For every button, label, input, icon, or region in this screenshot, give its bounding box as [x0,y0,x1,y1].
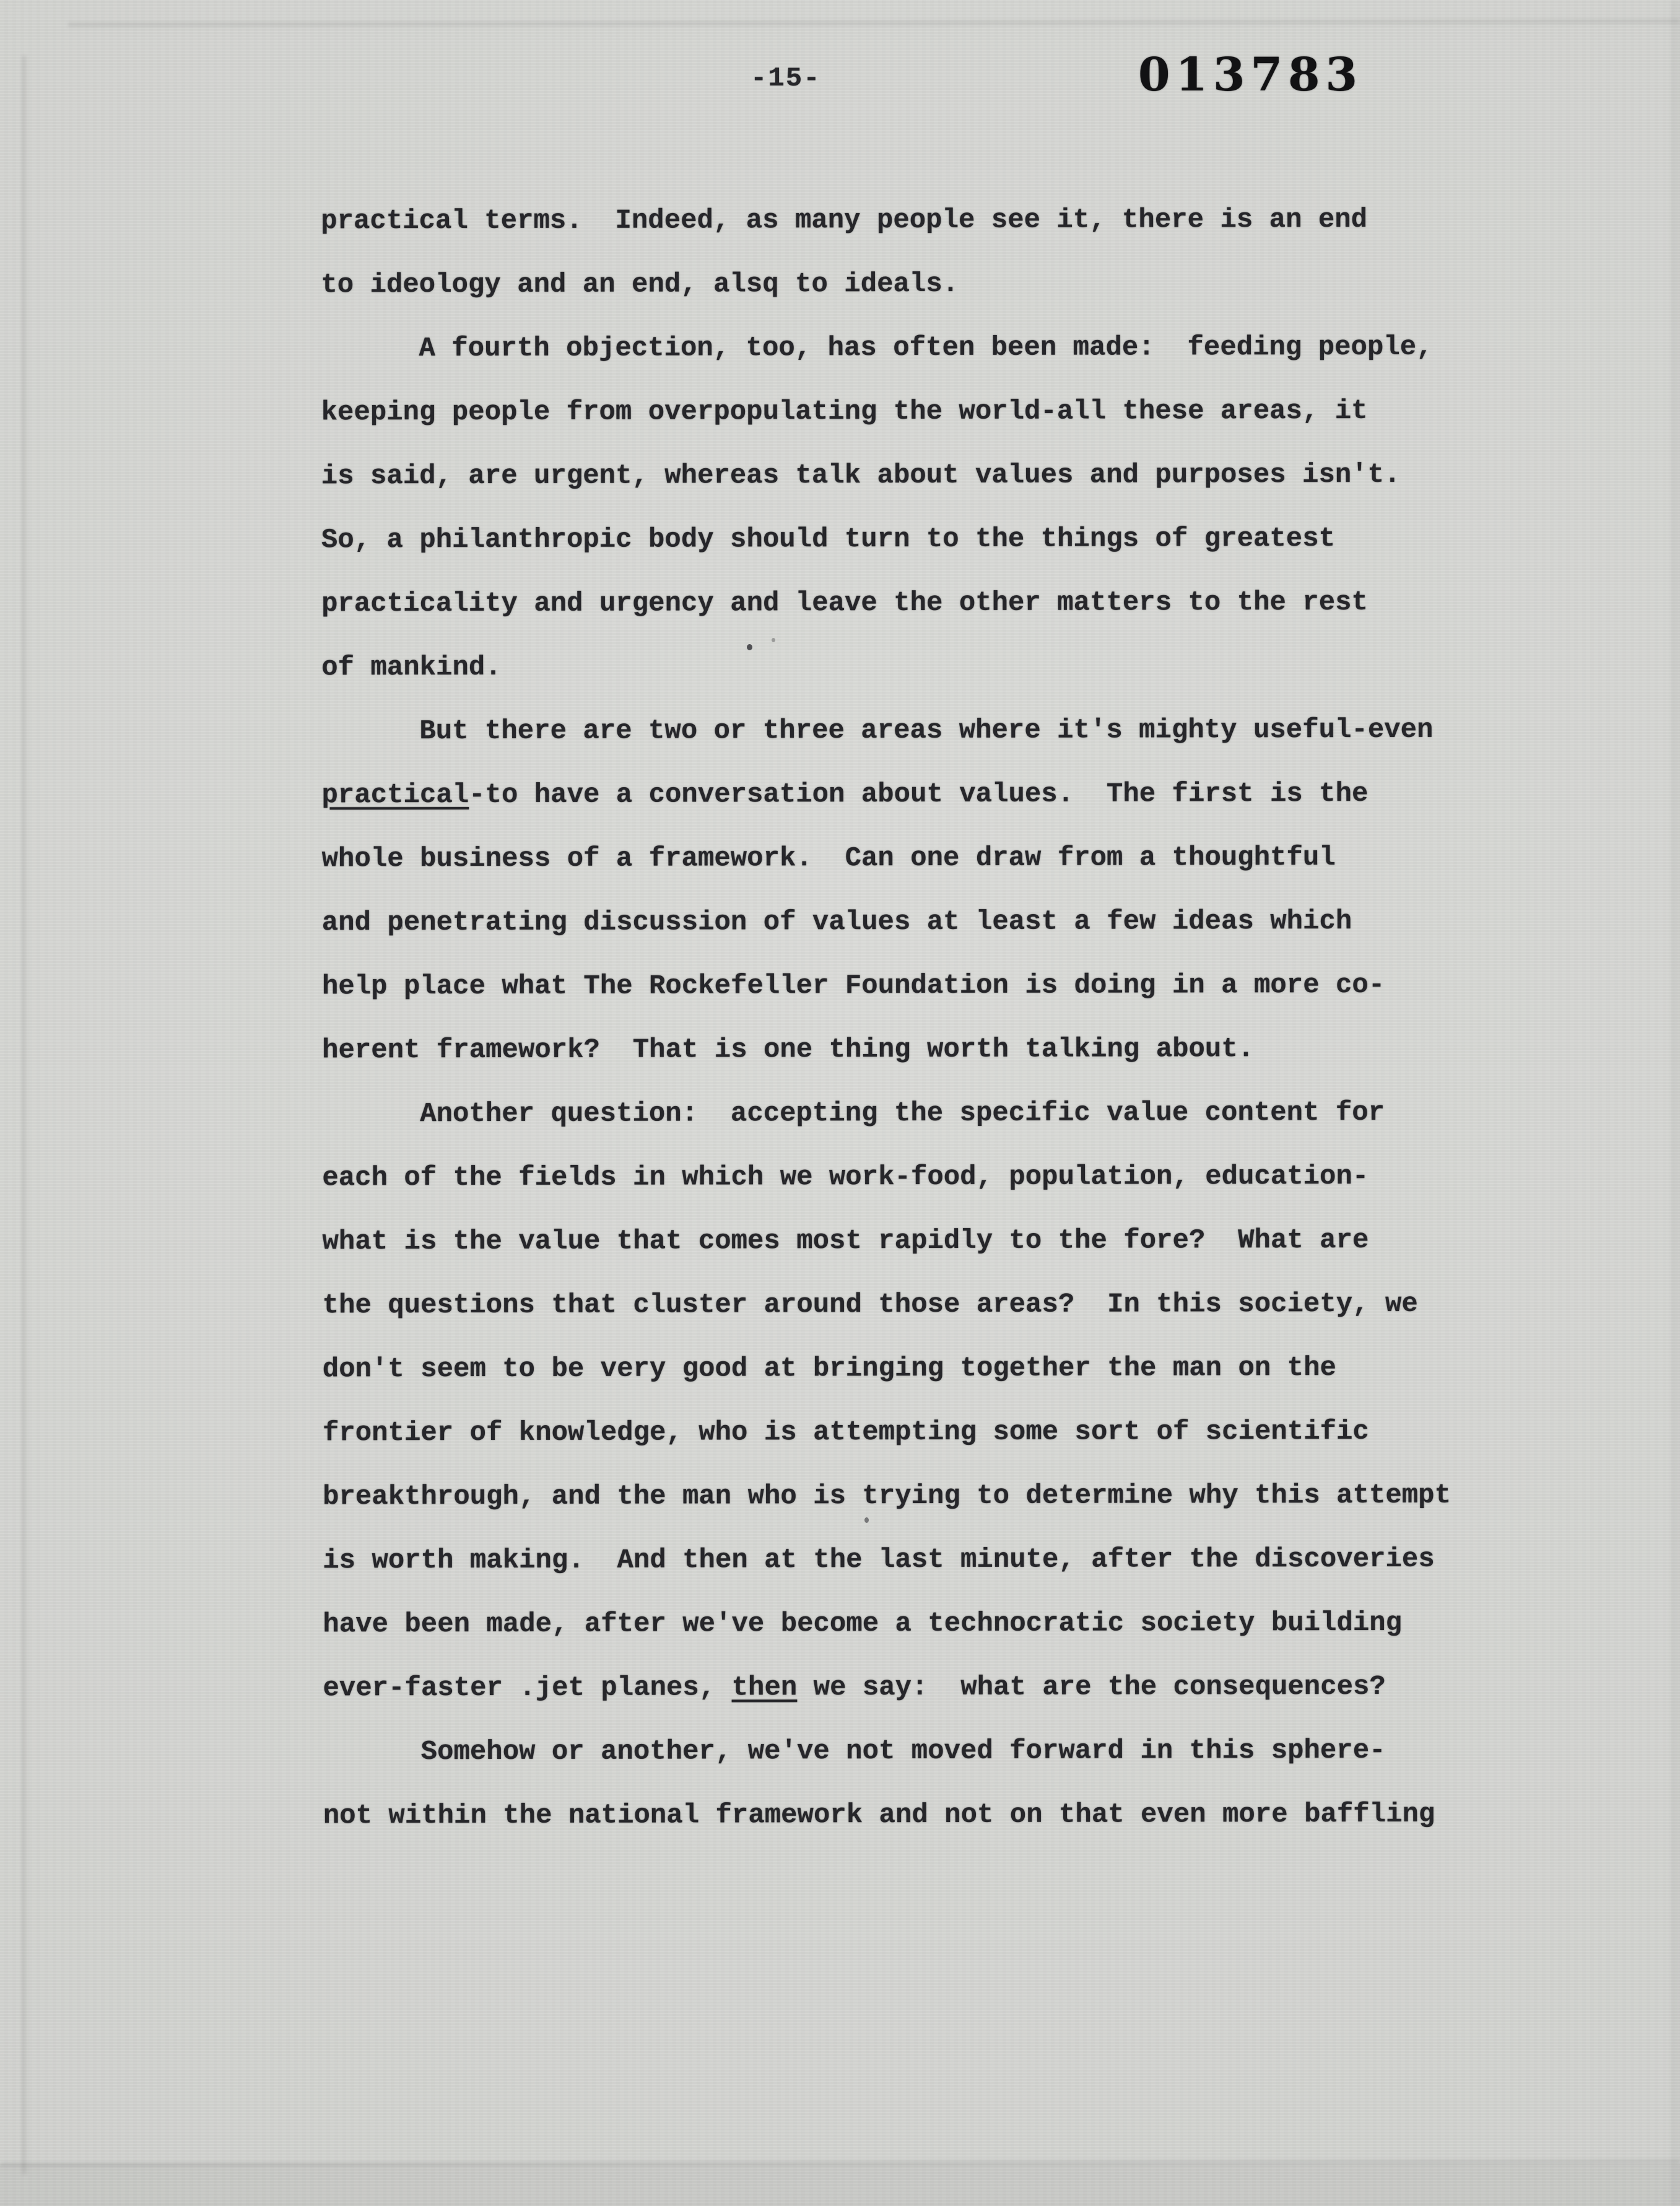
text-segment: not within the national framework and not on that even more baffling [323,1798,1435,1832]
text-segment: But there are two or three areas where it's mighty useful-even [419,714,1434,748]
ink-speck [772,638,775,642]
text-segment: whole business of a framework. Can one draw from a thoughtful [321,842,1336,875]
text-segment: what is the value that comes most rapidly to the fore? What are [322,1225,1369,1258]
text-line [321,699,1535,764]
text-line [322,890,1536,956]
text-segment: Somehow or another, we've not moved forward in this sphere- [420,1735,1386,1768]
text-segment: is worth making. And then at the last minute, after the discoveries [323,1543,1435,1577]
text-segment: the questions that cluster around those areas? In this society, we [322,1288,1418,1322]
text-line [321,316,1534,381]
text-line [323,1528,1536,1593]
text-segment: A fourth objection, too, has often been made: feeding people, [419,331,1433,365]
text-line [321,635,1535,700]
underlined-text: practical [321,780,469,811]
paper-crease-left [22,56,26,2174]
ink-speck [747,644,752,650]
text-segment: herent framework? That is one thing worth talking about. [322,1034,1255,1066]
text-segment: help place what The Rockefeller Foundation is doing in a more co- [321,969,1385,1003]
text-line [322,1018,1536,1083]
text-line [323,1655,1536,1721]
stamp-number: 013783 [1138,48,1363,102]
text-line [323,1273,1536,1338]
text-line [323,1719,1537,1785]
text-line [321,252,1534,318]
text-line [322,1145,1536,1211]
text-line [323,1783,1537,1849]
text-segment: frontier of knowledge, who is attempting some sort of scientific [322,1416,1369,1449]
text-line [323,1400,1536,1466]
paper-edge-right [1671,0,1680,2206]
text-segment: practical terms. Indeed, as many people see it, there is an end [321,204,1368,237]
text-line [321,188,1534,254]
page-number: -15- [751,63,821,94]
text-segment: each of the fields in which we work-food, population, education- [322,1161,1369,1194]
text-line [323,1464,1536,1530]
text-line [322,954,1536,1019]
text-segment: practicality and urgency and leave the other matters to the rest [321,587,1368,620]
text-segment: have been made, after we've become a technocratic society building [323,1607,1403,1641]
text-segment: we say: what are the consequences? [797,1671,1386,1704]
underlined-text: then [731,1672,798,1704]
text-line [322,826,1536,892]
ink-speck [400,924,403,930]
text-segment: keeping people from overpopulating the world-all these areas, it [321,396,1368,429]
text-line [321,380,1535,445]
text-segment: ever-faster .jet planes, [323,1672,732,1704]
text-line [321,571,1535,637]
paper-edge-top [68,19,1680,26]
text-segment: and penetrating discussion of values at least a few ideas which [321,906,1352,939]
text-line [323,1336,1536,1402]
text-segment: is said, are urgent, whereas talk about values and purposes isn't. [321,459,1401,492]
text-line [321,443,1535,509]
text-line [323,1592,1536,1657]
text-line [322,1209,1536,1275]
text-line [322,1081,1536,1147]
text-segment: So, a philanthropic body should turn to the things of greatest [321,523,1336,556]
text-segment: don't seem to be very good at bringing together the man on the [322,1353,1336,1385]
text-segment: to ideology and an end, alsq to ideals. [321,268,959,301]
paper-edge-bottom-shadow [0,2164,1680,2206]
text-segment: -to have a conversation about values. The first is the [469,778,1369,811]
text-segment: of mankind. [321,652,502,684]
text-segment: breakthrough, and the man who is trying to determine why this attempt [323,1480,1452,1513]
document-body [321,188,1537,1849]
ink-speck [864,1517,869,1523]
text-line [321,507,1535,573]
text-line [321,762,1535,828]
text-segment: Another question: accepting the specific value content for [420,1097,1385,1130]
